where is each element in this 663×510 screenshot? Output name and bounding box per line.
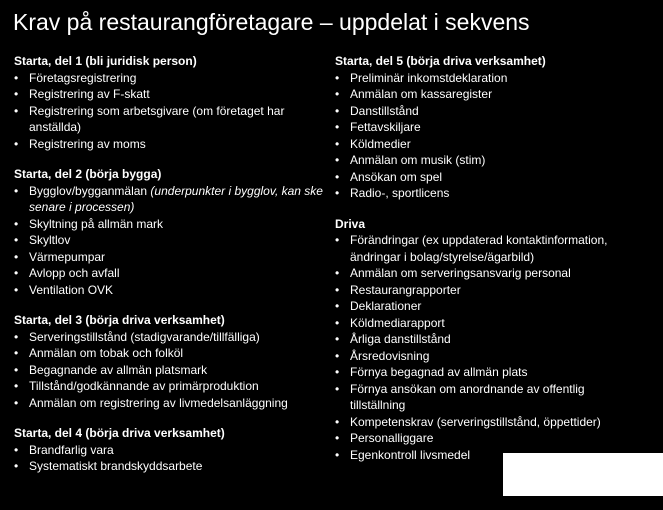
list-item-text: Årliga danstillstånd — [350, 332, 451, 346]
list-item-text: Förändringar (ex uppdaterad kontaktinformation, ändringar i bolag/styrelse/ägarbild) — [350, 233, 608, 264]
bullet-icon: • — [14, 266, 19, 280]
list-item-text: Årsredovisning — [350, 348, 430, 363]
section-heading: Starta, del 2 (börja bygga) — [14, 167, 162, 181]
bullet-icon: • — [14, 183, 19, 198]
list-item — [335, 331, 610, 348]
list-item-text: Restaurangrapporter — [350, 282, 461, 297]
section — [14, 166, 329, 298]
list-item — [335, 185, 610, 202]
list-item — [14, 329, 329, 346]
bullet-icon: • — [14, 216, 19, 231]
section-heading: Starta, del 5 (börja driva verksamhet) — [335, 54, 546, 68]
list-item-text: Skyltlov — [29, 233, 71, 247]
bullet-list — [14, 70, 329, 153]
list-item — [14, 136, 329, 153]
bullet-icon: • — [335, 70, 340, 85]
list-item-text: Systematiskt brandskyddsarbete — [29, 459, 203, 473]
right-column — [335, 53, 610, 477]
list-item — [14, 378, 329, 395]
bullet-icon: • — [14, 233, 19, 247]
list-item — [14, 86, 329, 103]
bullet-icon: • — [14, 282, 19, 297]
list-item — [335, 430, 610, 447]
bullet-list — [14, 329, 329, 412]
section-heading: Driva — [335, 216, 366, 231]
list-item — [335, 136, 610, 153]
list-item-text: Kompetenskrav (serveringstillstånd, öppettider) — [350, 414, 601, 429]
list-item-text: Brandfarlig vara — [29, 442, 114, 457]
list-item-text: Företagsregistrering — [29, 70, 137, 85]
list-item — [335, 315, 610, 332]
list-item — [335, 381, 610, 414]
section — [335, 53, 610, 202]
bullet-list — [335, 70, 610, 202]
list-item-text: Ansökan om spel — [350, 169, 443, 184]
left-column — [14, 53, 329, 489]
list-item — [335, 86, 610, 103]
list-item-text: Tillstånd/godkännande av primärproduktion — [29, 379, 259, 393]
list-item-text: Begagnande av allmän platsmark — [29, 362, 208, 377]
list-item-text: Köldmediarapport — [350, 315, 445, 330]
list-item — [335, 348, 610, 365]
section — [14, 53, 329, 152]
list-item — [14, 362, 329, 379]
list-item-text: Skyltning på allmän mark — [29, 216, 164, 231]
bullet-icon: • — [335, 431, 340, 445]
list-item-text: Förnya begagnad av allmän plats — [350, 365, 528, 379]
bullet-icon: • — [335, 332, 340, 346]
list-item — [14, 70, 329, 87]
bullet-icon: • — [335, 381, 340, 396]
bullet-icon: • — [335, 348, 340, 363]
bullet-icon: • — [335, 447, 340, 462]
bullet-icon: • — [335, 153, 340, 167]
list-item-note: (underpunkter i bygglov, kan ske senare i processen) — [29, 183, 323, 214]
bullet-icon: • — [335, 186, 340, 200]
bullet-icon: • — [335, 315, 340, 330]
list-item-text: Värmepumpar — [29, 249, 106, 264]
bullet-icon: • — [335, 266, 340, 280]
list-item-text: Registrering som arbetsgivare (om företaget har anställda) — [29, 103, 285, 134]
bullet-icon: • — [335, 282, 340, 297]
list-item-text: Köldmedier — [350, 136, 411, 151]
list-item — [14, 103, 329, 136]
list-item-text: Danstillstånd — [350, 103, 419, 118]
list-item — [14, 395, 329, 412]
list-item-text: Radio-, sportlicens — [350, 186, 450, 200]
bullet-icon: • — [14, 329, 19, 344]
section-heading: Starta, del 3 (börja driva verksamhet) — [14, 313, 225, 327]
list-item-text: Registrering av moms — [29, 136, 146, 151]
bullet-icon: • — [335, 136, 340, 151]
list-item — [335, 152, 610, 169]
list-item — [335, 169, 610, 186]
list-item — [14, 249, 329, 266]
bullet-icon: • — [14, 379, 19, 393]
bullet-icon: • — [14, 459, 19, 473]
list-item — [335, 298, 610, 315]
list-item-text: Anmälan om serveringsansvarig personal — [350, 266, 571, 280]
bullet-icon: • — [335, 233, 340, 247]
list-item-text: Anmälan om registrering av livmedelsanläggning — [29, 395, 288, 410]
list-item — [335, 103, 610, 120]
list-item — [335, 364, 610, 381]
bullet-icon: • — [14, 87, 19, 101]
list-item — [14, 183, 329, 216]
bullet-icon: • — [14, 103, 19, 118]
bullet-icon: • — [14, 249, 19, 264]
bullet-icon: • — [335, 103, 340, 118]
list-item — [335, 232, 610, 265]
list-item — [14, 265, 329, 282]
slide-title: Krav på restaurangföretagare – uppdelat i sekvens — [13, 9, 530, 35]
section — [14, 425, 329, 475]
bullet-icon: • — [335, 299, 340, 313]
bullet-list — [14, 442, 329, 475]
list-item-text: Deklarationer — [350, 299, 422, 313]
list-item — [14, 458, 329, 475]
list-item-text: Registrering av F-skatt — [29, 87, 150, 101]
bullet-icon: • — [335, 120, 340, 134]
bullet-icon: • — [14, 70, 19, 85]
list-item — [335, 282, 610, 299]
list-item — [14, 282, 329, 299]
bullet-icon: • — [335, 414, 340, 429]
bullet-icon: • — [14, 362, 19, 377]
white-box — [503, 453, 663, 496]
list-item-text: Bygglov/bygganmälan — [29, 183, 151, 198]
list-item — [14, 232, 329, 249]
list-item — [335, 119, 610, 136]
list-item-text: Preliminär inkomstdeklaration — [350, 70, 508, 85]
list-item — [14, 216, 329, 233]
list-item-text: Ventilation OVK — [29, 282, 114, 297]
list-item — [335, 70, 610, 87]
bullet-icon: • — [335, 169, 340, 184]
section — [14, 312, 329, 411]
bullet-list — [14, 183, 329, 299]
list-item-text: Serveringstillstånd (stadigvarande/tillfälliga) — [29, 329, 260, 344]
list-item — [14, 442, 329, 459]
bullet-icon: • — [335, 87, 340, 101]
list-item-text: Förnya ansökan om anordnande av offentlig tillställning — [350, 381, 585, 412]
bullet-list — [335, 232, 610, 463]
bullet-icon: • — [14, 346, 19, 360]
section — [335, 216, 610, 464]
bullet-icon: • — [335, 365, 340, 379]
bullet-icon: • — [14, 395, 19, 410]
list-item — [335, 265, 610, 282]
list-item-text: Personalliggare — [350, 431, 434, 445]
list-item-text: Fettavskiljare — [350, 120, 421, 134]
bullet-icon: • — [14, 136, 19, 151]
section-heading: Starta, del 4 (börja driva verksamhet) — [14, 426, 225, 440]
list-item — [335, 414, 610, 431]
list-item-text: Avlopp och avfall — [29, 266, 120, 280]
section-heading: Starta, del 1 (bli juridisk person) — [14, 54, 197, 68]
list-item-text: Anmälan om musik (stim) — [350, 153, 486, 167]
list-item — [14, 345, 329, 362]
list-item-text: Anmälan om kassaregister — [350, 87, 493, 101]
bullet-icon: • — [14, 442, 19, 457]
list-item-text: Egenkontroll livsmedel — [350, 447, 471, 462]
list-item-text: Anmälan om tobak och folköl — [29, 346, 184, 360]
